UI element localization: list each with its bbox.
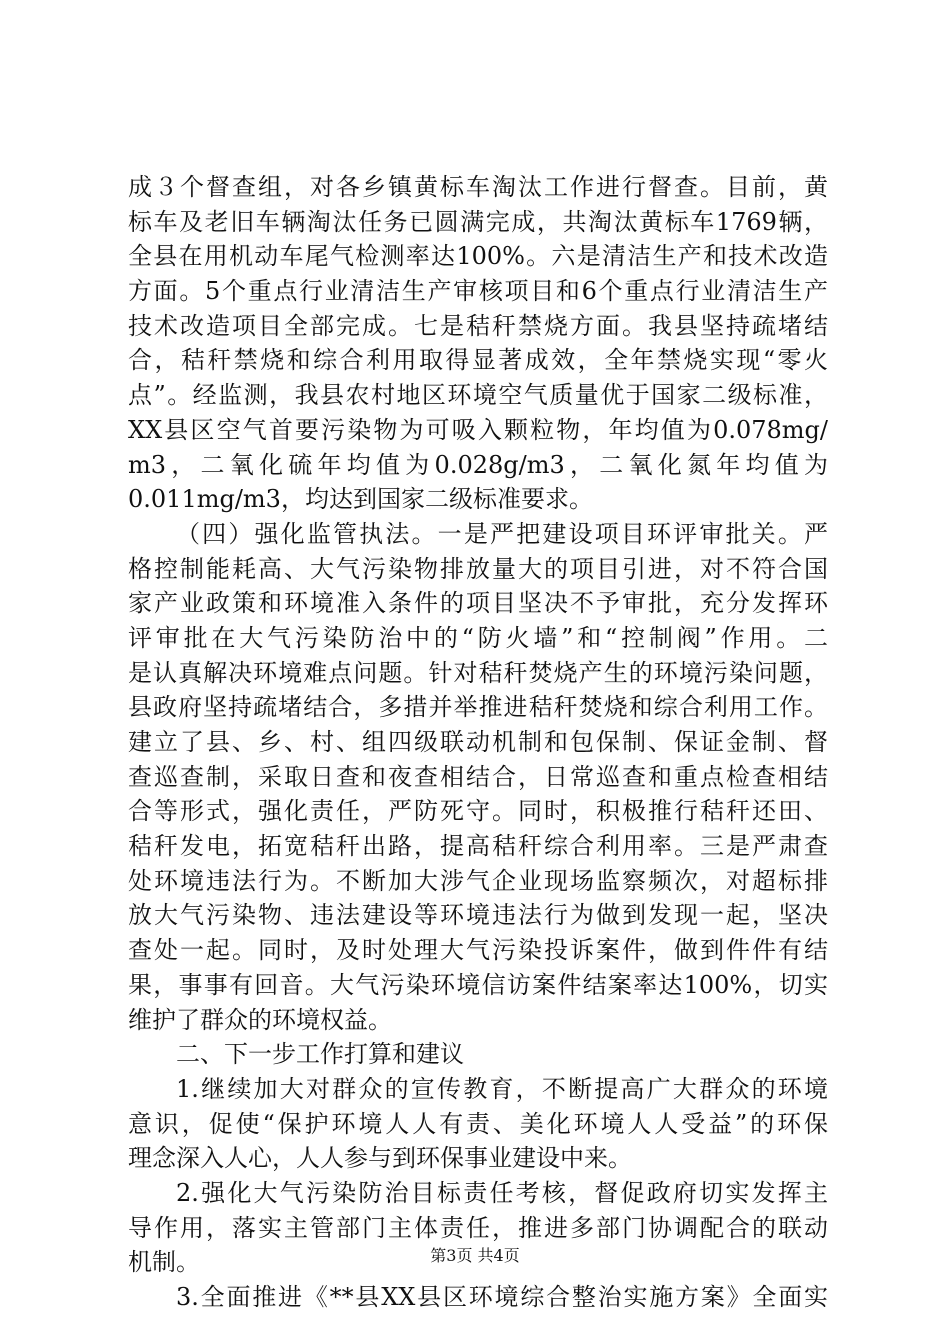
text-line: 机制。 [128, 1248, 200, 1277]
text-line: 查处一起。同时，及时处理大气污染投诉案件，做到件件有结 [128, 936, 828, 965]
text-line: 成３个督查组，对各乡镇黄标车淘汰工作进行督查。目前，黄 [128, 173, 828, 201]
text-line: 导作用，落实主管部门主体责任，推进多部门协调配合的联动 [128, 1213, 828, 1242]
body-text [128, 170, 828, 1315]
text-line: 合等形式，强化责任，严防死守。同时，积极推行秸秆还田、 [128, 797, 828, 826]
text-line: 家产业政策和环境准入条件的项目坚决不予审批，充分发挥环 [128, 589, 828, 618]
text-line: 理念深入人心，人人参与到环保事业建设中来。 [128, 1144, 632, 1173]
text-line: 二、下一步工作打算和建议 [176, 1040, 464, 1069]
text-line: 评审批在大气污染防治中的“防火墙”和“控制阀”作用。二 [128, 623, 828, 652]
text-line: （四）强化监管执法。一是严把建设项目环评审批关。严 [176, 519, 828, 548]
page-footer: 第3页 共4页 [430, 1246, 520, 1265]
text-line: 3.全面推进《**县XX县区环境综合整治实施方案》全面实 [176, 1283, 828, 1311]
text-line: 果，事事有回音。大气污染环境信访案件结案率达100%，切实 [128, 970, 828, 999]
text-line: 格控制能耗高、大气污染物排放量大的项目引进，对不符合国 [128, 554, 828, 583]
text-line: 方面。5个重点行业清洁生产审核项目和6个重点行业清洁生产 [128, 277, 828, 306]
text-line: XX县区空气首要污染物为可吸入颗粒物，年均值为0.078mg/ [128, 415, 828, 444]
text-line: 2.强化大气污染防治目标责任考核，督促政府切实发挥主 [176, 1178, 828, 1207]
text-line: 维护了群众的环境权益。 [128, 1005, 392, 1034]
text-line: 标车及老旧车辆淘汰任务已圆满完成，共淘汰黄标车1769辆， [128, 207, 828, 236]
text-line: 县政府坚持疏堵结合，多措并举推进秸秆焚烧和综合利用工作。 [128, 693, 828, 722]
text-line: 秸秆发电，拓宽秸秆出路，提高秸秆综合利用率。三是严肃查 [128, 832, 828, 861]
text-line: 处环境违法行为。不断加大涉气企业现场监察频次，对超标排 [128, 866, 828, 895]
text-line: 全县在用机动车尾气检测率达100%。六是清洁生产和技术改造 [128, 242, 828, 271]
text-line: 0.011mg/m3，均达到国家二级标准要求。 [128, 485, 593, 514]
text-line: 点”。经监测，我县农村地区环境空气质量优于国家二级标准， [128, 381, 828, 410]
text-line: m3，二氧化硫年均值为0.028g/m3，二氧化氮年均值为 [128, 450, 828, 479]
text-line: 建立了县、乡、村、组四级联动机制和包保制、保证金制、督 [128, 728, 828, 756]
text-line: 放大气污染物、违法建设等环境违法行为做到发现一起，坚决 [128, 901, 828, 930]
text-line: 合，秸秆禁烧和综合利用取得显著成效，全年禁烧实现“零火 [128, 346, 828, 375]
text-line: 查巡查制，采取日查和夜查相结合，日常巡查和重点检查相结 [128, 762, 828, 791]
text-line: 技术改造项目全部完成。七是秸秆禁烧方面。我县坚持疏堵结 [128, 311, 828, 340]
text-line: 1.继续加大对群众的宣传教育，不断提高广大群众的环境 [176, 1074, 828, 1103]
text-line: 是认真解决环境难点问题。针对秸秆焚烧产生的环境污染问题， [128, 658, 828, 687]
text-line: 意识，促使“保护环境人人有责、美化环境人人受益”的环保 [128, 1109, 828, 1138]
